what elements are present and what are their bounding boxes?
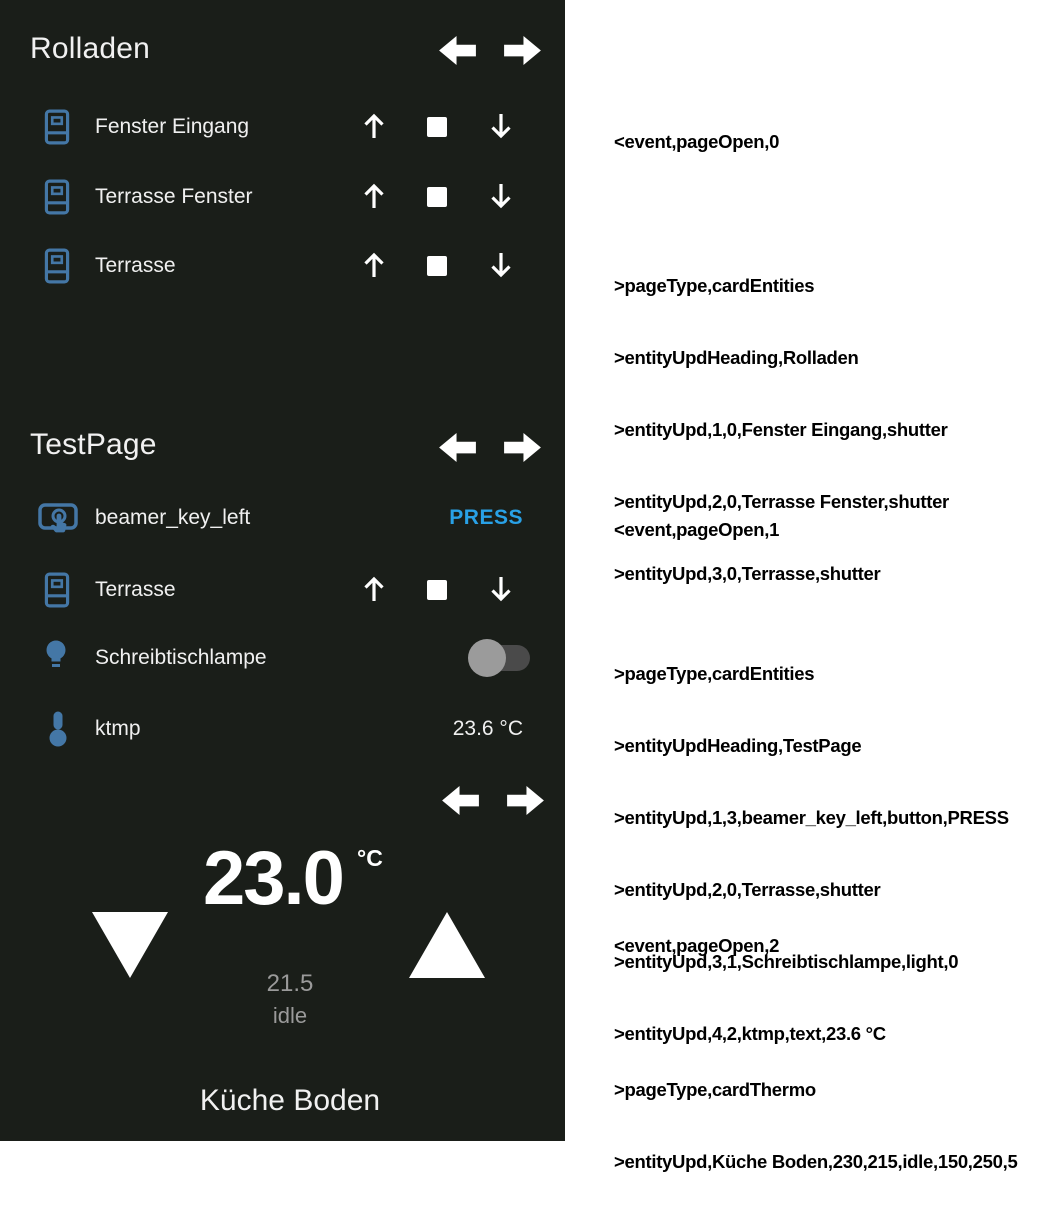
shutter-up-button[interactable] [361,182,387,212]
entity-row [0,707,565,751]
log-line: >entityUpd,2,0,Terrasse Fenster,shutter [614,491,949,512]
log-line: >entityUpdHeading,Rolladen [614,347,859,368]
target-temperature: 21.5 [266,970,314,997]
hvac-state: idle [272,1003,308,1028]
shutter-down-button[interactable] [488,251,514,281]
shutter-stop-button[interactable] [424,251,450,281]
arrow-left-bold-icon [442,785,479,816]
log-line: <event,pageOpen,1 [614,519,780,540]
page-prev-button[interactable] [439,35,476,66]
entity-label: Terrasse [95,254,176,277]
stop-icon [427,117,447,137]
thermostat-label: Küche Boden [199,1084,381,1117]
stop-icon [427,580,447,600]
log-line: >entityUpd,4,2,ktmp,text,23.6 °C [614,1023,886,1044]
serial-log-block [614,886,1017,1222]
entity-row [0,175,565,219]
arrow-up-icon [362,575,386,603]
shutter-down-button[interactable] [488,182,514,212]
entity-row [0,105,565,149]
entity-label: beamer_key_left [95,506,251,529]
arrow-left-bold-icon [439,432,476,463]
page-title: Rolladen [30,32,151,65]
arrow-down-icon [489,575,513,603]
log-line: <event,pageOpen,2 [614,935,780,956]
arrow-up-icon [362,251,386,279]
sensor-value: 23.6 °C [452,717,523,740]
window-shutter-icon [44,248,70,284]
current-temperature: 23.0 [203,836,343,921]
entity-label: Fenster Eingang [95,115,250,138]
temp-decrease-button[interactable] [92,912,168,978]
shutter-stop-button[interactable] [424,112,450,142]
log-line: >entityUpd,1,3,beamer_key_left,button,PRESS [614,807,1009,828]
arrow-right-bold-icon [507,785,544,816]
page-next-button[interactable] [504,35,541,66]
lightbulb-icon [42,638,70,678]
gesture-tap-button-icon [38,501,78,535]
toggle-knob [468,639,506,677]
shutter-up-button[interactable] [361,575,387,605]
stop-icon [427,187,447,207]
page-next-button[interactable] [504,432,541,463]
arrow-right-bold-icon [504,432,541,463]
arrow-down-icon [489,182,513,210]
page-prev-button[interactable] [442,785,479,816]
log-gap [614,202,949,226]
log-line: >entityUpd,3,1,Schreibtischlampe,light,0 [614,951,959,972]
page-title: TestPage [30,428,157,461]
arrow-up-icon [362,182,386,210]
arrow-right-bold-icon [504,35,541,66]
log-line: >pageType,cardEntities [614,275,815,296]
log-line: >entityUpd,2,0,Terrasse,shutter [614,879,881,900]
entity-label: Terrasse Fenster [95,185,253,208]
shutter-up-button[interactable] [361,251,387,281]
entity-label: Terrasse [95,578,176,601]
entity-row [0,496,565,540]
shutter-up-button[interactable] [361,112,387,142]
shutter-stop-button[interactable] [424,182,450,212]
log-line: >entityUpdHeading,TestPage [614,735,862,756]
entity-row [0,244,565,288]
window-shutter-icon [44,109,70,145]
page-prev-button[interactable] [439,432,476,463]
arrow-down-icon [489,112,513,140]
log-gap [614,590,1009,614]
arrow-left-bold-icon [439,35,476,66]
arrow-up-icon [362,112,386,140]
light-toggle-switch[interactable] [468,639,530,677]
entity-row [0,636,565,680]
stop-icon [427,256,447,276]
arrow-down-icon [489,251,513,279]
log-line: >entityUpd,1,0,Fenster Eingang,shutter [614,419,948,440]
log-line: >pageType,cardThermo [614,1079,816,1100]
log-gap [614,1006,1017,1030]
press-button[interactable]: PRESS [449,506,523,529]
thermometer-icon [48,710,68,748]
log-line: >pageType,cardEntities [614,663,815,684]
shutter-down-button[interactable] [488,575,514,605]
temp-increase-button[interactable] [409,912,485,978]
entity-label: Schreibtischlampe [95,646,267,669]
entity-row [0,568,565,612]
log-line: >entityUpd,3,0,Terrasse,shutter [614,563,881,584]
temperature-unit: °C [357,845,383,871]
shutter-down-button[interactable] [488,112,514,142]
page-next-button[interactable] [507,785,544,816]
entity-label: ktmp [95,717,141,740]
log-line: <event,pageOpen,0 [614,131,780,152]
window-shutter-icon [44,179,70,215]
log-line: >entityUpd,Küche Boden,230,215,idle,150,250,5 [614,1151,1018,1172]
shutter-stop-button[interactable] [424,575,450,605]
window-shutter-icon [44,572,70,608]
